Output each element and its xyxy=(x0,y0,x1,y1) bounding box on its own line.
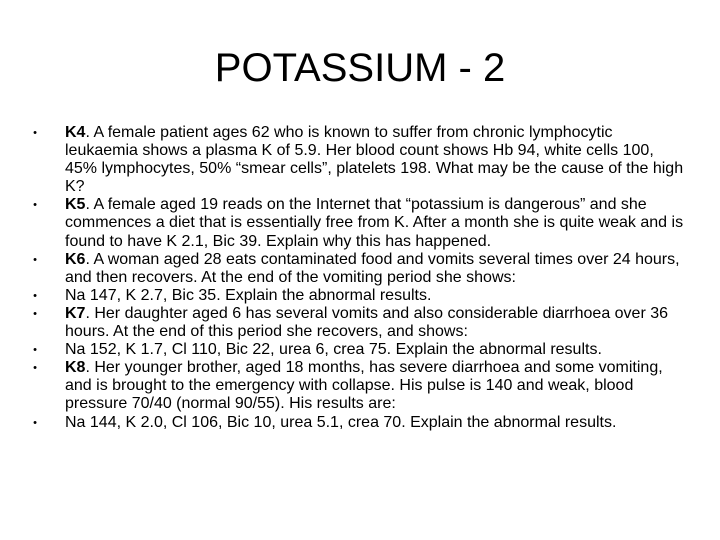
case-label: K7 xyxy=(65,304,86,322)
case-label: K4 xyxy=(65,124,86,141)
slide-title: POTASSIUM - 2 xyxy=(214,46,506,90)
bullet-item-k4 xyxy=(29,124,689,196)
bullet-text xyxy=(65,305,668,340)
case-results: Na 147, K 2.7, Bic 35. Explain the abnormal results. xyxy=(65,286,432,304)
bullet-text xyxy=(65,287,431,304)
bullet-item-k5 xyxy=(29,196,689,250)
bullet-icon: • xyxy=(33,344,37,357)
case-label: K8 xyxy=(65,359,86,377)
bullet-item-k8 xyxy=(29,359,689,413)
bullet-text xyxy=(65,196,683,249)
bullet-icon: • xyxy=(33,416,37,429)
bullet-item-k6 xyxy=(29,251,689,287)
case-description: . Her daughter aged 6 has several vomits and also considerable diarrhoea over 36 hours. At the end of this period she recovers, and shows: xyxy=(65,304,669,341)
case-label: K5 xyxy=(65,196,86,214)
case-results: Na 144, K 2.0, Cl 106, Bic 10, urea 5.1, crea 70. Explain the abnormal results. xyxy=(65,413,617,431)
bullet-icon: • xyxy=(33,307,37,320)
bullet-text xyxy=(65,341,602,358)
bullet-icon: • xyxy=(33,289,37,302)
bullet-icon: • xyxy=(33,127,37,139)
bullet-item-k8-results xyxy=(29,414,689,432)
bullet-icon: • xyxy=(33,253,37,266)
case-description: . A female aged 19 reads on the Internet that “potassium is dangerous” and she commences a diet that is essentially free from K. After a month she is quite weak and is found to have K 2.1, Bic 39. Explain why this has happened. xyxy=(65,196,684,250)
bullet-item-k6-results xyxy=(29,287,689,305)
bullet-list xyxy=(29,124,689,432)
case-label: K6 xyxy=(65,250,86,268)
case-description: . Her younger brother, aged 18 months, has severe diarrhoea and some vomiting, and is brought to the emergency with collapse. His pulse is 140 and weak, blood pressure 70/40 (normal 90/55). His results are: xyxy=(65,359,663,413)
case-results: Na 152, K 1.7, Cl 110, Bic 22, urea 6, crea 75. Explain the abnormal results. xyxy=(65,341,602,359)
bullet-item-k7-results xyxy=(29,341,689,359)
bullet-text xyxy=(65,251,680,286)
case-description: . A woman aged 28 eats contaminated food and vomits several times over 24 hours, and then recovers. At the end of the vomiting period she shows: xyxy=(65,250,680,286)
bullet-icon: • xyxy=(33,362,37,375)
bullet-text xyxy=(65,124,683,195)
bullet-icon: • xyxy=(33,199,37,212)
bullet-text xyxy=(65,359,663,412)
case-description: . A female patient ages 62 who is known to suffer from chronic lymphocytic leukaemia shows a plasma K of 5.9. Her blood count shows Hb 94, white cells 100, 45% lymphocytes, 50% “smear cells”, platelets 198. What may be the cause of the high K? xyxy=(65,124,684,196)
bullet-item-k7 xyxy=(29,305,689,341)
bullet-text xyxy=(65,414,616,431)
